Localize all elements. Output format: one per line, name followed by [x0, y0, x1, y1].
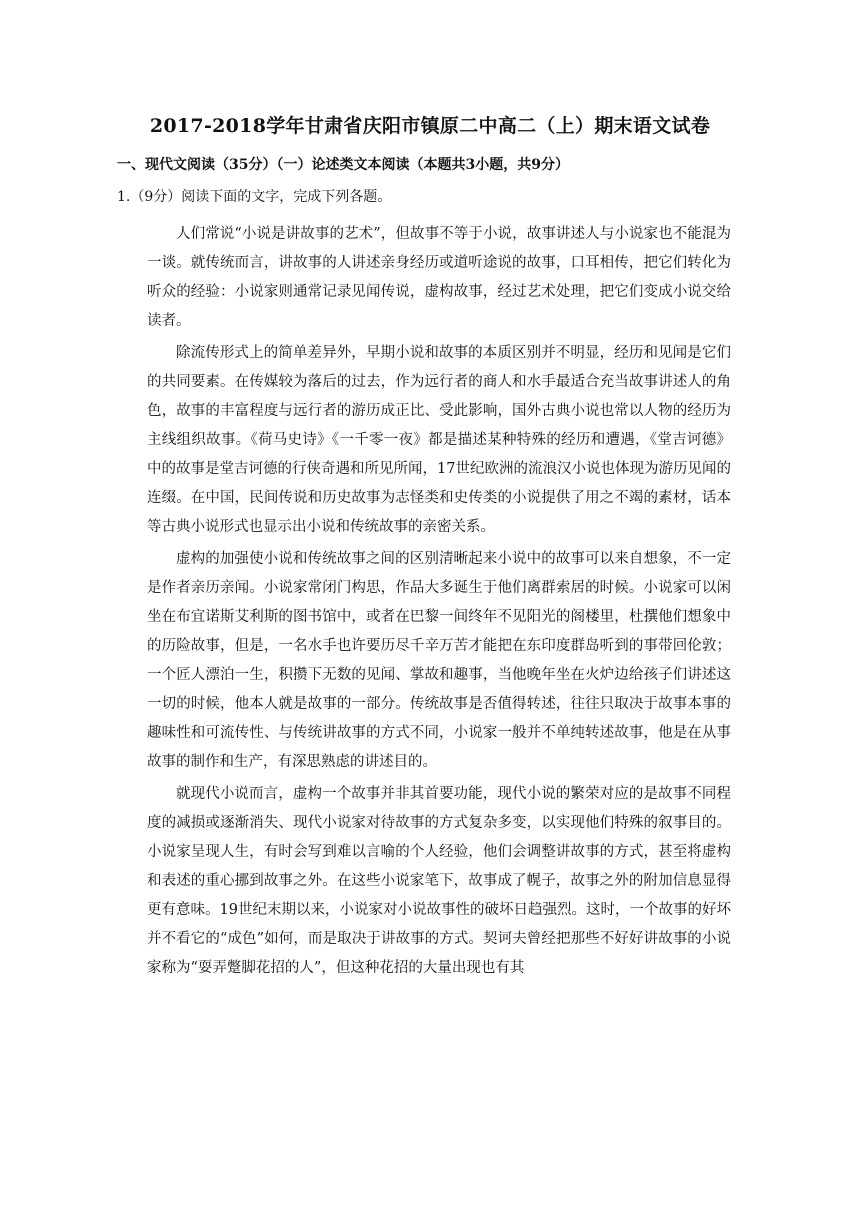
document-title: 2017-2018学年甘肃省庆阳市镇原二中高二（上）期末语文试卷 — [149, 115, 711, 137]
paragraph: 人们常说“小说是讲故事的艺术”，但故事不等于小说，故事讲述人与小说家也不能混为一谈。就传统而言，讲故事的人讲述亲身经历或道听途说的故事，口耳相传，把它们转化为听众的经验：小说家则通常记录见闻传说，虚构故事，经过艺术处理，把它们变成小说交给读者。 — [147, 226, 731, 329]
passage-body — [147, 220, 731, 986]
question-intro: 1.（9分）阅读下面的文字，完成下列各题。 — [117, 189, 392, 205]
paragraph: 虚构的加强使小说和传统故事之间的区别清晰起来小说中的故事可以来自想象，不一定是作者亲历亲闻。小说家常闭门构思，作品大多诞生于他们离群索居的时候。小说家可以闲坐在布宜诺斯艾利斯的图书馆中，或者在巴黎一间终年不见阳光的阁楼里，杜撰他们想象中的历险故事，但是，一名水手也许要历尽千辛万苦才能把在东印度群岛听到的事带回伦敦；一个匠人漂泊一生，积攒下无数的见闻、掌故和趣事，当他晚年坐在火炉边给孩子们讲述这一切的时候，他本人就是故事的一部分。传统故事是否值得转述，往往只取决于故事本事的趣味性和可流传性、与传统讲故事的方式不同，小说家一般并不单纯转述故事，他是在从事故事的制作和生产，有深思熟虑的讲述目的。 — [147, 551, 731, 770]
paragraph: 就现代小说而言，虚构一个故事并非其首要功能，现代小说的繁荣对应的是故事不同程度的减损或逐渐消失、现代小说家对待故事的方式复杂多变，以实现他们特殊的叙事目的。小说家呈现人生，有时会写到难以言喻的个人经验，他们会调整讲故事的方式，甚至将虚构和表述的重心挪到故事之外。在这些小说家笔下，故事成了幌子，故事之外的附加信息显得更有意味。19世纪末期以来，小说家对小说故事性的破坏日趋强烈。这时，一个故事的好坏并不看它的“成色”如何，而是取决于讲故事的方式。契诃夫曾经把那些不好好讲故事的小说家称为“耍弄蹩脚花招的人”，但这种花招的大量出现也有其 — [147, 786, 731, 976]
section-heading: 一、现代文阅读（35分）（一）论述类文本阅读（本题共3小题，共9分） — [117, 157, 569, 173]
paragraph: 除流传形式上的简单差异外，早期小说和故事的本质区别并不明显，经历和见闻是它们的共同要素。在传媒较为落后的过去，作为远行者的商人和水手最适合充当故事讲述人的角色，故事的丰富程度与远行者的游历成正比、受此影响，国外古典小说也常以人物的经历为主线组织故事。《荷马史诗》《一千零一夜》都是描述某种特殊的经历和遭遇，《堂吉诃德》中的故事是堂吉诃德的行侠奇遇和所见所闻，17世纪欧洲的流浪汉小说也体现为游历见闻的连缀。在中国，民间传说和历史故事为志怪类和史传类的小说提供了用之不竭的素材，话本等古典小说形式也显示出小说和传统故事的亲密关系。 — [147, 345, 731, 535]
